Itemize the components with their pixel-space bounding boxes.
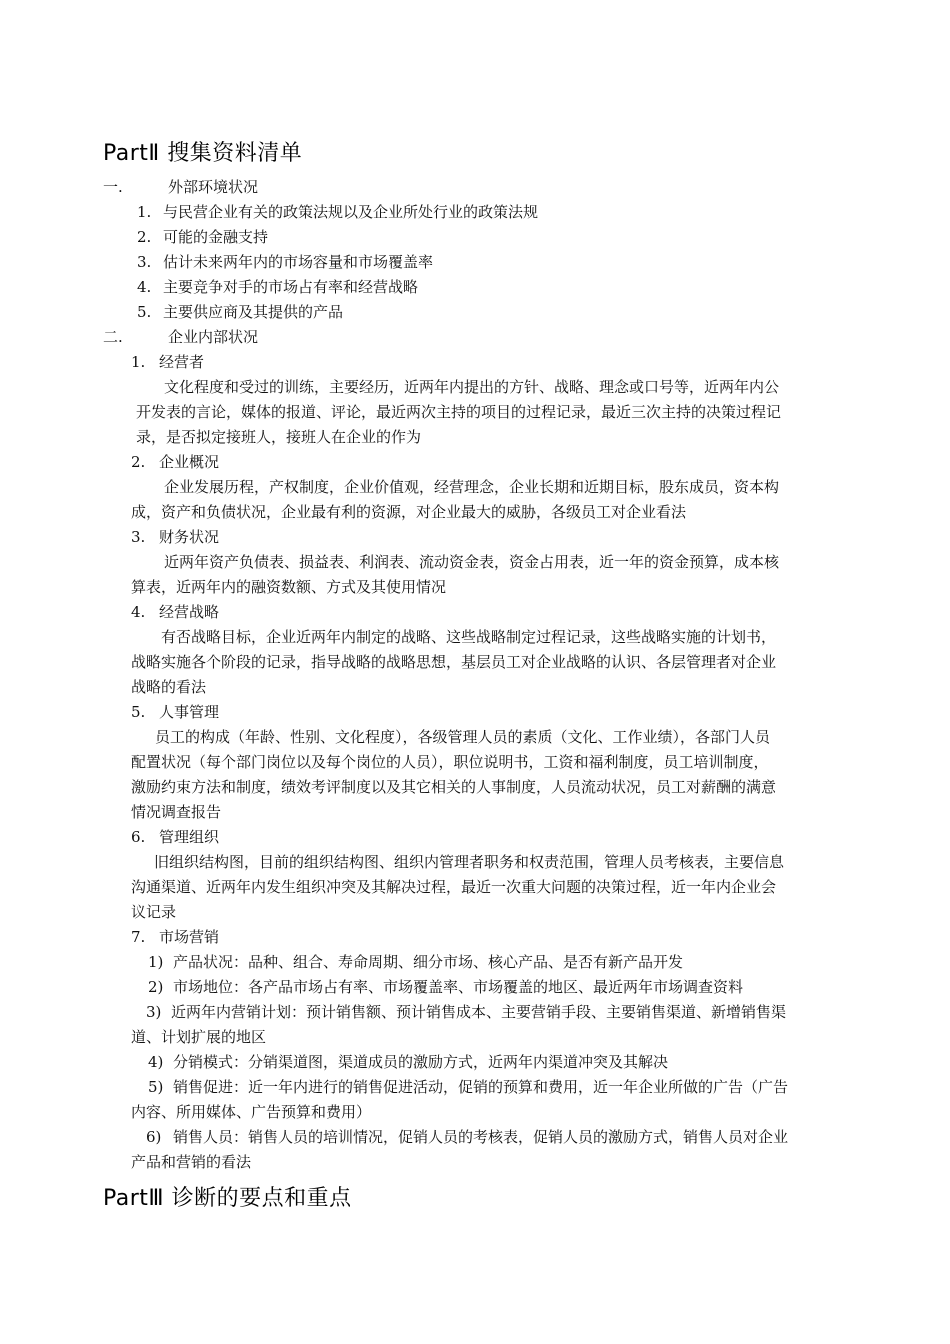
sub-item-line: 近两年内营销计划：预计销售额、预计销售成本、主要营销手段、主要销售渠道、新增销售渠 (171, 1003, 787, 1021)
paragraph-line: 配置状况（每个部门岗位以及每个岗位的人员），职位说明书，工资和福利制度，员工培训制度， (131, 753, 769, 771)
paragraph-line: 算表，近两年内的融资数额、方式及其使用情况 (131, 578, 447, 596)
subsection-title: 管理组织 (159, 828, 220, 846)
sec1-item-text: 与民营企业有关的政策法规以及企业所处行业的政策法规 (163, 203, 539, 221)
sub-item-number: 1) (148, 953, 164, 971)
sec1-item-text: 可能的金融支持 (163, 228, 269, 246)
paragraph-line: 战略的看法 (131, 678, 207, 696)
paragraph-line: 战略实施各个阶段的记录，指导战略的战略思想，基层员工对企业战略的认识、各层管理者对企业 (131, 653, 777, 671)
sec1-item-number: 5. (137, 303, 152, 321)
sub-item-line: 市场地位：各产品市场占有率、市场覆盖率、市场覆盖的地区、最近两年市场调查资料 (173, 978, 744, 996)
paragraph-line: 议记录 (131, 903, 177, 921)
paragraph-line: 开发表的言论，媒体的报道、评论，最近两次主持的项目的过程记录，最近三次主持的决策过程记 (136, 403, 782, 421)
paragraph-line: 沟通渠道、近两年内发生组织冲突及其解决过程，最近一次重大问题的决策过程，近一年内企业会 (131, 878, 777, 896)
sub-item-number: 6) (146, 1128, 162, 1146)
paragraph-line: 文化程度和受过的训练，主要经历，近两年内提出的方针、战略、理念或口号等，近两年内公 (164, 378, 780, 396)
subsection-title: 人事管理 (159, 703, 220, 721)
subsection-number: 6. (131, 828, 146, 846)
subsection-title: 市场营销 (159, 928, 220, 946)
sub-item-line: 道、计划扩展的地区 (131, 1028, 267, 1046)
subsection-title: 财务状况 (159, 528, 220, 546)
sub-item-number: 2) (148, 978, 164, 996)
subsection-number: 5. (131, 703, 146, 721)
sec1-item-number: 1. (137, 203, 152, 221)
section1-title: 外部环境状况 (168, 178, 259, 196)
paragraph-line: 员工的构成（年龄、性别、文化程度），各级管理人员的素质（文化、工作业绩），各部门人员 (155, 728, 771, 746)
sec1-item-number: 2. (137, 228, 152, 246)
subsection-number: 2. (131, 453, 146, 471)
paragraph-line: 近两年资产负债表、损益表、利润表、流动资金表，资金占用表，近一年的资金预算，成本核 (164, 553, 780, 571)
part2-heading: PartⅡ 搜集资料清单 (103, 141, 303, 166)
section1-number: 一. (103, 178, 123, 196)
sec1-item-text: 主要供应商及其提供的产品 (163, 303, 344, 321)
paragraph-line: 激励约束方法和制度，绩效考评制度以及其它相关的人事制度，人员流动状况，员工对薪酬的满意 (131, 778, 777, 796)
section2-number: 二. (103, 328, 123, 346)
sec1-item-text: 主要竞争对手的市场占有率和经营战略 (163, 278, 419, 296)
sec1-item-number: 3. (137, 253, 152, 271)
sec1-item-number: 4. (137, 278, 152, 296)
sub-item-line: 产品状况：品种、组合、寿命周期、细分市场、核心产品、是否有新产品开发 (173, 953, 684, 971)
subsection-number: 7. (131, 928, 146, 946)
subsection-number: 4. (131, 603, 146, 621)
paragraph-line: 企业发展历程，产权制度，企业价值观，经营理念，企业长期和近期目标，股东成员，资本构 (164, 478, 780, 496)
sub-item-line: 分销模式：分销渠道图，渠道成员的激励方式，近两年内渠道冲突及其解决 (173, 1053, 669, 1071)
paragraph-line: 录，是否拟定接班人，接班人在企业的作为 (136, 428, 422, 446)
sub-item-number: 4) (148, 1053, 164, 1071)
sub-item-line: 内容、所用媒体、广告预算和费用） (131, 1103, 372, 1121)
subsection-title: 经营战略 (159, 603, 220, 621)
section2-title: 企业内部状况 (168, 328, 259, 346)
subsection-number: 1. (131, 353, 146, 371)
sub-item-number: 3) (146, 1003, 162, 1021)
paragraph-line: 情况调查报告 (131, 803, 222, 821)
sub-item-line: 销售促进：近一年内进行的销售促进活动，促销的预算和费用，近一年企业所做的广告（广告 (173, 1078, 789, 1096)
sub-item-line: 销售人员：销售人员的培训情况，促销人员的考核表，促销人员的激励方式，销售人员对企业 (173, 1128, 789, 1146)
sec1-item-text: 估计未来两年内的市场容量和市场覆盖率 (163, 253, 434, 271)
subsection-number: 3. (131, 528, 146, 546)
paragraph-line: 旧组织结构图，目前的组织结构图、组织内管理者职务和权责范围，管理人员考核表，主要信息 (154, 853, 785, 871)
subsection-title: 企业概况 (159, 453, 220, 471)
paragraph-line: 成，资产和负债状况，企业最有利的资源，对企业最大的威胁，各级员工对企业看法 (131, 503, 687, 521)
subsection-title: 经营者 (159, 353, 205, 371)
sub-item-number: 5) (148, 1078, 164, 1096)
sub-item-line: 产品和营销的看法 (131, 1153, 252, 1171)
paragraph-line: 有否战略目标，企业近两年内制定的战略、这些战略制定过程记录，这些战略实施的计划书， (161, 628, 777, 646)
part3-heading: PartⅢ 诊断的要点和重点 (103, 1186, 352, 1211)
